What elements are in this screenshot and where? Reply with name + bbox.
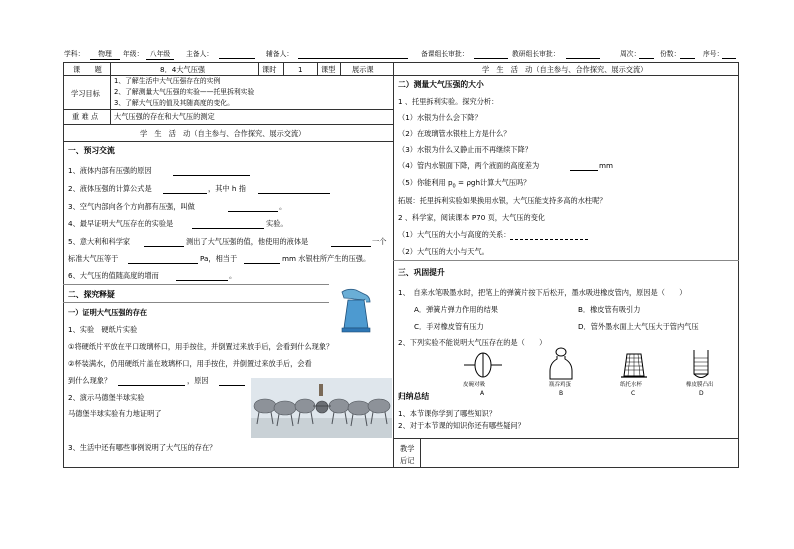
section-explore-title: 二、探究释疑	[68, 290, 115, 299]
magdeburg-demo: 2、演示马德堡半球实验	[68, 393, 145, 402]
section-preview-title: 一、预习交流	[68, 146, 115, 155]
preview-q5-mm: mm 水银柱所产生的压强。	[282, 254, 371, 263]
consolidate-q2: 2、下列实验不能说明大气压存在的是（ ）	[398, 338, 547, 347]
preview-q5-mid: 测出了大气压强的值，他使用的液体是	[186, 237, 309, 246]
goal-item: 2、了解测量大气压强的实验——托里拆利实验	[114, 88, 255, 96]
preview-q4-tail: 实验。	[266, 219, 288, 228]
research-leader-approval-label: 教研组长审批：	[512, 50, 560, 58]
key-points-value: 大气压强的存在和大气压的测定	[114, 112, 215, 121]
magdeburg-question: 马德堡半球实验有力地证明了	[68, 409, 162, 418]
subsection-proof-title: 一）证明大气压强的存在	[68, 308, 148, 317]
goal-item: 1、了解生活中大气压强存在的实例	[114, 77, 221, 85]
pressure-change-title: 2 、科学家，阅读课本 P70 页，大气压的变化	[398, 213, 546, 222]
experiment-q2: ②杯装满水，仍用硬纸片盖在玻璃杯口，用手按住，并倒置过来放手后，会看	[68, 359, 312, 368]
torricelli-q1: （1）水银为什么会下降？	[398, 113, 482, 122]
extension-question: 拓展：托里拆利实验如果换用水银，大气压能支持多高的水柱呢？	[398, 196, 607, 205]
preview-q5-line2: 标准大气压等于	[68, 254, 119, 263]
preview-q5-pa: Pa，相当于	[200, 254, 238, 263]
torricelli-q4-unit: mm	[599, 161, 614, 170]
group-leader-approval-label: 备课组长审批：	[421, 50, 469, 58]
torricelli-q4: （4）管内水银面下降，两个液面的高度差为	[398, 161, 540, 170]
torricelli-q2: （2）在玻璃管水银柱上方是什么？	[398, 129, 511, 138]
preview-q3: 3、空气内部向各个方向都有压强，叫做	[68, 202, 195, 211]
copies-label: 份数：	[660, 50, 681, 58]
preview-q3-tail: 。	[279, 202, 287, 211]
figure-a-label: 皮碗对吸	[463, 382, 486, 388]
suction-cups-figure	[462, 350, 504, 380]
experiment-q2-line2: 到什么现象？	[68, 376, 112, 385]
goals-label: 学习目标	[71, 89, 100, 98]
figure-b-label: 瓶吞鸡蛋	[549, 382, 572, 388]
grade-label: 年级：	[123, 50, 144, 58]
egg-bottle-figure	[548, 347, 574, 381]
section-consolidate-title: 三、巩固提升	[398, 268, 445, 277]
activity-header-right: 学 生 活 动（自主参与、合作探究、展示交流）	[482, 65, 648, 74]
torricelli-q5: （5）你能利用 $p_0 = \rho gh$计算大气压吗？	[398, 178, 531, 190]
torricelli-title: 1 、托里拆利实验。探究分析：	[398, 97, 499, 106]
notes-label: 后记	[400, 456, 415, 465]
goal-item: 3、了解大气压的值及其随高度的变化。	[114, 99, 234, 107]
key-points-label: 重 难 点	[72, 112, 99, 121]
option-b: B．橡皮管有吸引力	[578, 305, 641, 314]
figure-d-letter: D	[699, 390, 704, 397]
consolidate-q1: 1、 自来水笔吸墨水时，把笔上的弹簧片按下后松开，墨水吸进橡皮管内，原因是（ ）	[398, 288, 687, 297]
serial-label: 序号：	[703, 50, 724, 58]
preview-q1: 1、液体内部有压强的原因	[68, 166, 152, 175]
course-title: 8．4大气压强	[160, 65, 206, 74]
experiment-title: 1、实验 硬纸片实验	[68, 325, 138, 334]
life-examples-question: 3、生活中还有哪些事例说明了大气压的存在？	[68, 443, 217, 452]
preview-q5: 5、意大利和科学家	[68, 237, 131, 246]
pressure-height-question: （1）大气压的大小与高度的关系：	[398, 230, 511, 239]
course-label: 课 题	[73, 65, 102, 74]
lead-preparer-label: 主备人：	[186, 50, 214, 58]
period-label: 课时	[262, 65, 277, 74]
figure-a-letter: A	[480, 390, 485, 397]
preview-q6: 6、大气压的值随高度的增而	[68, 271, 159, 280]
co-preparer-label: 辅备人：	[266, 50, 294, 58]
preview-q2: 2、液体压强的计算公式是	[68, 184, 152, 193]
summary-q2: 2、对于本节课的知识你还有哪些疑问？	[398, 421, 525, 430]
activity-header-left: 学 生 活 动（自主参与、合作探究、展示交流）	[140, 129, 306, 138]
section-summary-title: 归纳总结	[398, 392, 430, 401]
figure-b-letter: B	[559, 390, 564, 397]
experiment-q2-reason: ，原因	[187, 376, 209, 385]
subject-label: 学科：	[64, 50, 85, 58]
magdeburg-hemispheres-illustration	[251, 378, 392, 438]
preview-q5-end: 一个	[372, 237, 387, 246]
week-label: 周次：	[620, 50, 641, 58]
preview-q4: 4、最早证明大气压存在的实验是	[68, 219, 174, 228]
experiment-q1: ①将硬纸片平放在平口玻璃杯口，用手按住，并倒置过来放手后，会看到什么现象？	[68, 342, 334, 351]
option-a: A．弹簧片弹力作用的结果	[414, 305, 498, 314]
lesson-type-label: 课型	[321, 65, 336, 74]
notes-label: 教学	[400, 444, 415, 453]
section-measure-title: 二）测量大气压强的大小	[398, 80, 484, 89]
paper-water-cup-figure	[620, 350, 648, 380]
subject-value: 物理	[90, 50, 120, 60]
option-d: D．管外墨水面上大气压大于管内气压	[578, 322, 699, 331]
inverted-cup-illustration	[334, 286, 376, 336]
summary-q1: 1、本节课你学到了哪些知识？	[398, 409, 497, 418]
preview-q6-tail: 。	[229, 271, 237, 280]
torricelli-q3: （3）水银为什么又静止而不再继续下降？	[398, 145, 532, 154]
figure-d-label: 橡皮膜凸出	[686, 382, 714, 388]
rubber-membrane-figure	[690, 348, 712, 381]
figure-c-letter: C	[631, 390, 636, 397]
figure-c-label: 纸托水杯	[620, 382, 643, 388]
pressure-weather-question: （2）大气压的大小与天气。	[398, 247, 489, 256]
grade-value: 八年级	[146, 50, 174, 60]
lesson-type-value: 展示课	[352, 65, 374, 74]
option-c: C．手对橡皮管有压力	[414, 322, 484, 331]
preview-q2-tail: ，其中 h 指	[208, 184, 246, 193]
period-value: 1	[298, 65, 303, 74]
